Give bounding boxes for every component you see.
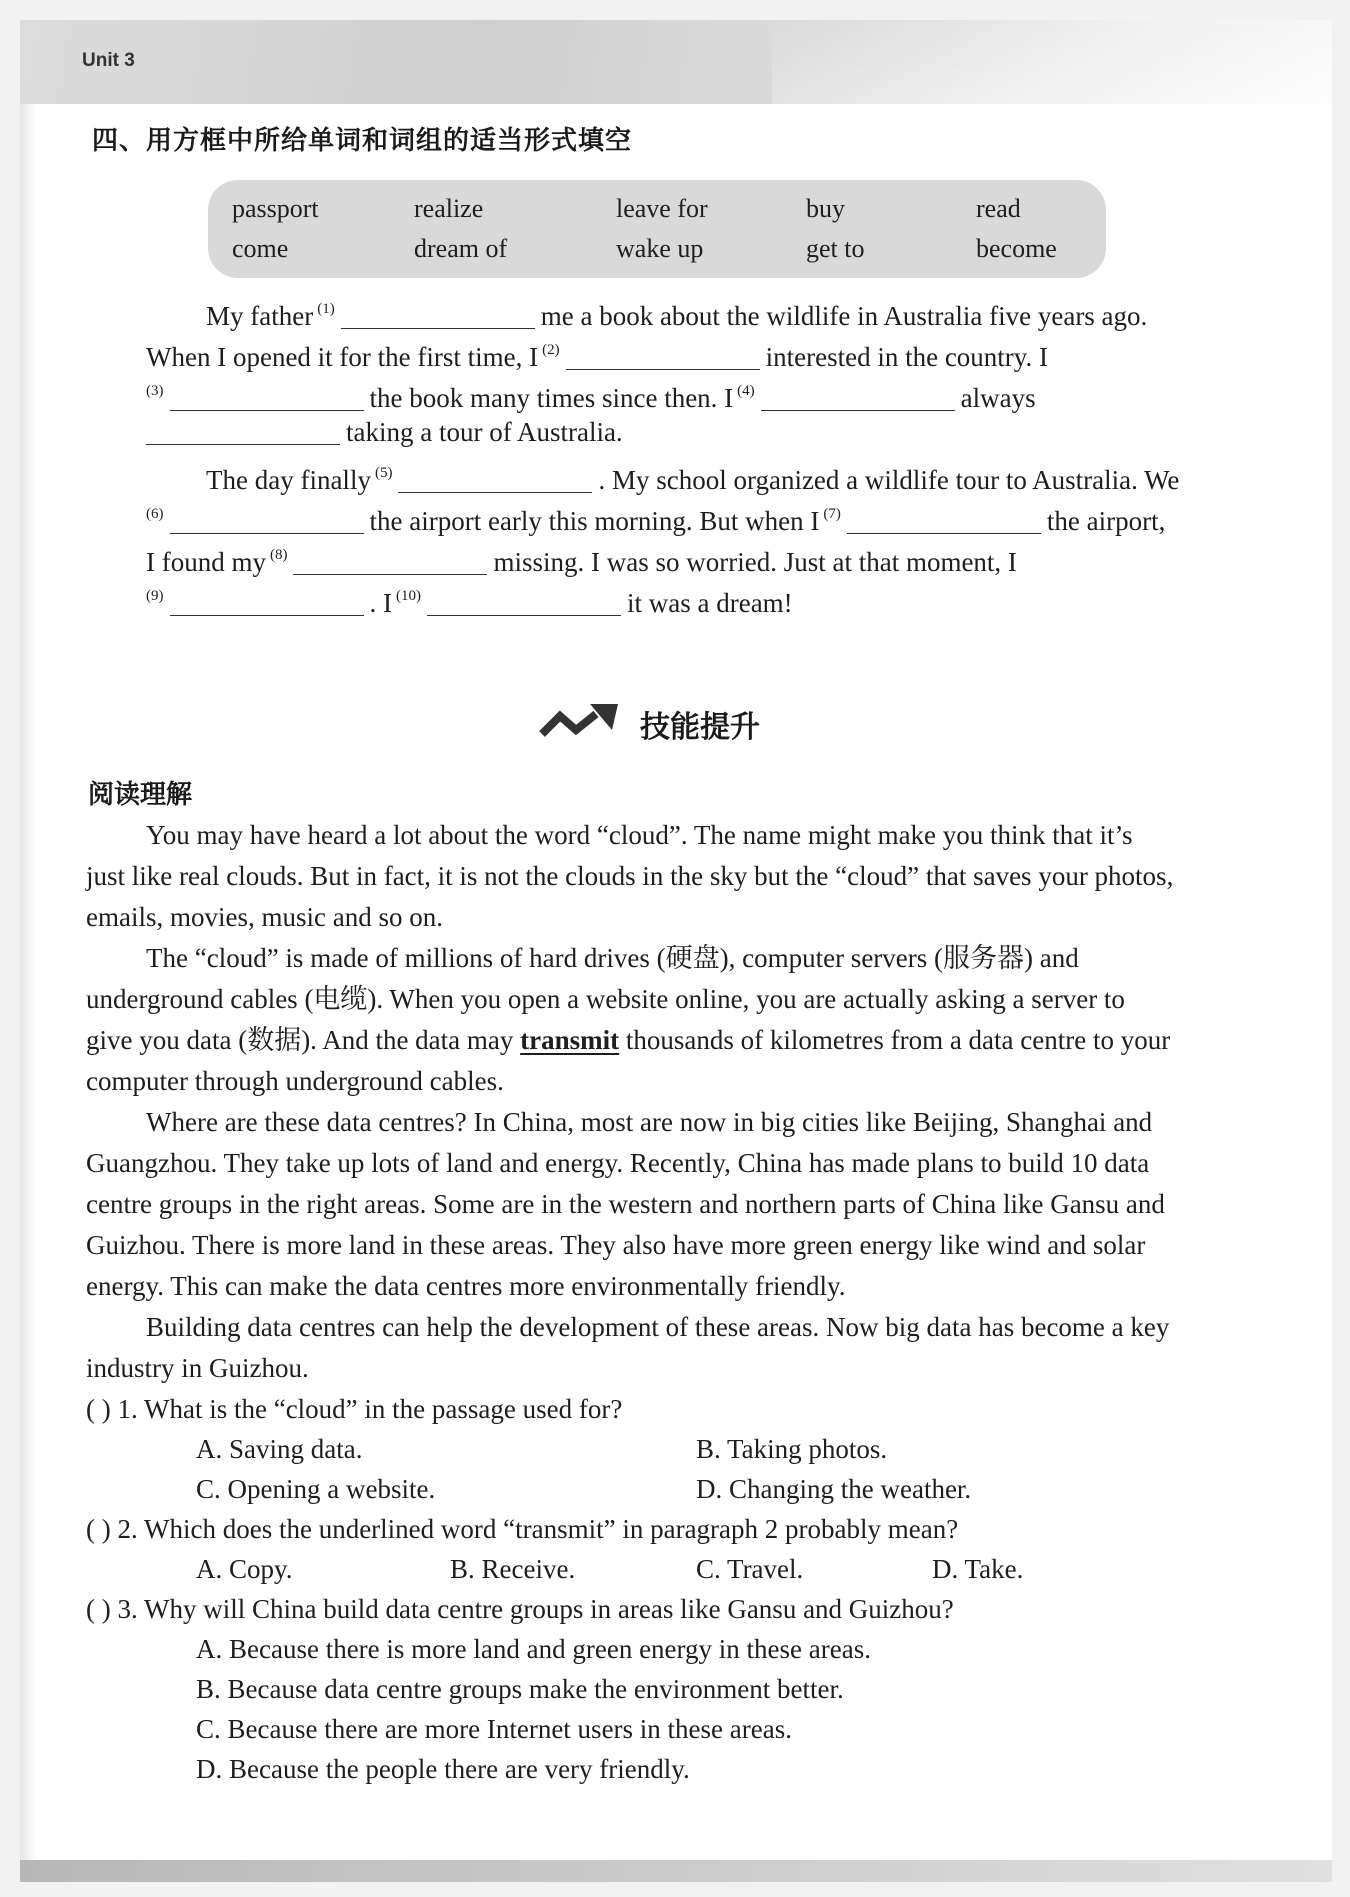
question-1-stem: ( ) 1. What is the “cloud” in the passage used for? xyxy=(86,1394,623,1424)
paragraph-2: The “cloud” is made of millions of hard drives (硬盘), computer servers (服务器) and underground cables (电缆). When you open a website online, you are actually asking a server to give you data (数据). And the data may transmit thousands of kilometres from a data centre to your computer through underground cables. xyxy=(86,943,1171,1096)
q3-option-a[interactable]: A. Because there is more land and green energy in these areas. xyxy=(196,1634,871,1664)
blank-1[interactable] xyxy=(341,298,535,329)
reading-title: 阅读理解 xyxy=(88,780,193,810)
cloze-line-2: When I opened it for the first time, I $^{(2)}$ interested in the country. I xyxy=(146,330,1048,378)
blank-2[interactable] xyxy=(566,339,760,370)
blank-10[interactable] xyxy=(427,585,621,616)
paragraph-1: You may have heard a lot about the word “cloud”. The name might make you think that it’s just like real clouds. But in fact, it is not the clouds in the sky but the “cloud” that saves your photos, emails, movies, music and so on. xyxy=(86,820,1174,932)
word-item: get to xyxy=(806,234,865,263)
q3-option-c[interactable]: C. Because there are more Internet users in these areas. xyxy=(196,1714,792,1744)
footer-band xyxy=(20,1860,1332,1882)
blank-5[interactable] xyxy=(398,462,592,493)
blank-7[interactable] xyxy=(847,503,1041,534)
blank-9[interactable] xyxy=(170,585,364,616)
cloze-line-6: $^{(6)}$ the airport early this morning. But when I $^{(7)}$ the airport, xyxy=(146,494,1165,542)
word-item: buy xyxy=(806,194,845,223)
blank-8[interactable] xyxy=(293,544,487,575)
cloze-line-8: $^{(9)}$ . I $^{(10)}$ it was a dream! xyxy=(146,576,793,624)
q2-option-d[interactable]: D. Take. xyxy=(932,1554,1024,1584)
header-band xyxy=(20,20,1332,104)
cloze-line-4: taking a tour of Australia. xyxy=(146,412,623,453)
skills-title: 技能提升 xyxy=(640,710,760,745)
q1-option-a[interactable]: A. Saving data. xyxy=(196,1434,363,1464)
trend-arrow-icon xyxy=(538,702,622,742)
word-item: leave for xyxy=(616,194,708,223)
word-item: wake up xyxy=(616,234,704,263)
page-edge-shadow xyxy=(20,104,36,1860)
unit-label: Unit 3 xyxy=(82,50,135,71)
blank-6[interactable] xyxy=(170,503,364,534)
word-item: read xyxy=(976,194,1021,223)
blank-3[interactable] xyxy=(170,380,364,411)
word-item: come xyxy=(232,234,289,263)
q1-option-c[interactable]: C. Opening a website. xyxy=(196,1474,436,1504)
word-box xyxy=(208,180,1106,278)
section-title: 四、用方框中所给单词和词组的适当形式填空 xyxy=(92,126,633,156)
word-item: realize xyxy=(414,194,484,223)
question-2-stem: ( ) 2. Which does the underlined word “transmit” in paragraph 2 probably mean? xyxy=(86,1514,959,1544)
q2-option-a[interactable]: A. Copy. xyxy=(196,1554,293,1584)
cloze-line-7: I found my $^{(8)}$ missing. I was so worried. Just at that moment, I xyxy=(146,535,1017,583)
q1-option-d[interactable]: D. Changing the weather. xyxy=(696,1474,972,1504)
word-item: become xyxy=(976,234,1057,263)
blank-4-cont[interactable] xyxy=(146,414,340,445)
q3-option-b[interactable]: B. Because data centre groups make the environment better. xyxy=(196,1674,844,1704)
q3-option-d[interactable]: D. Because the people there are very friendly. xyxy=(196,1754,690,1784)
cloze-line-3: $^{(3)}$ the book many times since then. I $^{(4)}$ always xyxy=(146,371,1036,419)
cloze-line-5: The day finally $^{(5)}$ . My school organized a wildlife tour to Australia. We xyxy=(206,453,1179,501)
paragraph-3: Where are these data centres? In China, most are now in big cities like Beijing, Shanghai and Guangzhou. They take up lots of land and energy. Recently, China has made plans to build 10 data centre groups in the right areas. Some are in the western and northern parts of China like Gansu and Guizhou. There is more land in these areas. They also have more green energy like wind and solar energy. This can make the data centres more environmentally friendly. xyxy=(86,1107,1165,1301)
q2-option-c[interactable]: C. Travel. xyxy=(696,1554,804,1584)
q1-option-b[interactable]: B. Taking photos. xyxy=(696,1434,888,1464)
word-item: passport xyxy=(232,194,319,223)
paragraph-4: Building data centres can help the development of these areas. Now big data has become a key industry in Guizhou. xyxy=(86,1312,1170,1383)
cloze-line-1: My father $^{(1)}$ me a book about the wildlife in Australia five years ago. xyxy=(206,289,1147,337)
question-3-stem: ( ) 3. Why will China build data centre groups in areas like Gansu and Guizhou? xyxy=(86,1594,954,1624)
blank-4[interactable] xyxy=(761,380,955,411)
q2-option-b[interactable]: B. Receive. xyxy=(450,1554,576,1584)
underlined-word-transmit: transmit xyxy=(520,1025,620,1055)
word-item: dream of xyxy=(414,234,508,263)
